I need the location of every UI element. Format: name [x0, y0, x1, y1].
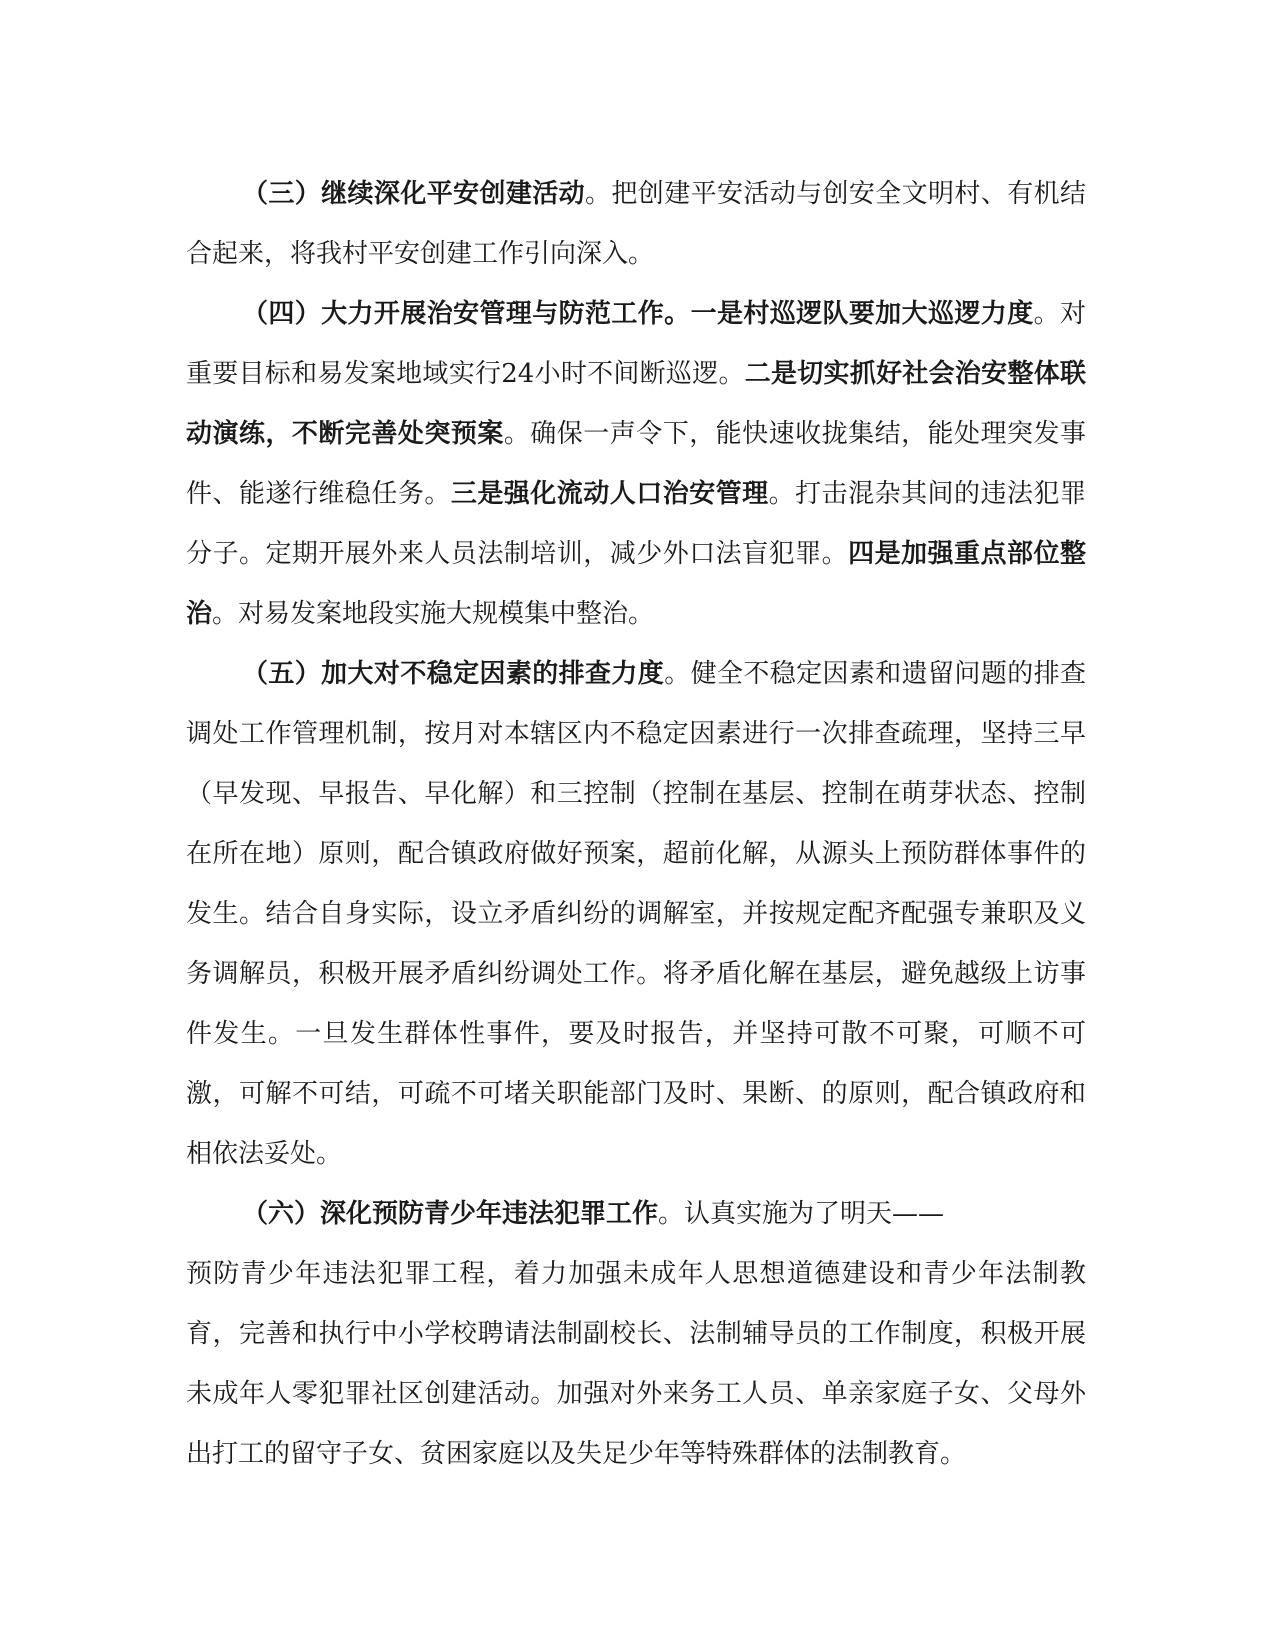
paragraph-five	[186, 644, 1086, 1184]
document-body	[186, 164, 1086, 1484]
paragraph-text: 。确保一声令下，能快速收拢集结，能处理突发事件、能遂行维稳任务。	[186, 419, 1086, 509]
paragraph-text: 。把创建平安活动与创安全文明村、有机结合起来，将我村平安创建工作引向深入。	[186, 179, 1086, 269]
heading-five: （五）加大对不稳定因素的排查力度	[242, 659, 665, 689]
paragraph-six-continued	[186, 1244, 1086, 1484]
paragraph-six	[186, 1184, 1086, 1244]
paragraph-text: 。对易发案地段实施大规模集中整治。	[212, 599, 655, 629]
bold-point-four: 四是加强重点部位整治	[186, 539, 1086, 629]
paragraph-three	[186, 164, 1086, 284]
paragraph-text: 。对重要目标和易发案地域实行24小时不间断巡逻。	[186, 299, 1086, 389]
bold-point-two: 二是切实抓好社会治安整体联动演练，不断完善处突预案	[186, 359, 1086, 449]
paragraph-four	[186, 284, 1086, 644]
heading-three: （三）继续深化平安创建活动	[242, 179, 586, 209]
bold-point-three: 三是强化流动人口治安管理	[450, 479, 769, 509]
paragraph-text: 预防青少年违法犯罪工程，着力加强未成年人思想道德建设和青少年法制教育，完善和执行中小学校聘请法制副校长、法制辅导员的工作制度，积极开展未成年人零犯罪社区创建活动。加强对外来务工人员、单亲家庭子女、父母外出打工的留守子女、贫困家庭以及失足少年等特殊群体的法制教育。	[186, 1259, 1086, 1469]
heading-six: （六）深化预防青少年违法犯罪工作	[242, 1199, 659, 1229]
paragraph-text: 。打击混杂其间的违法犯罪分子。定期开展外来人员法制培训，减少外口法盲犯罪。	[186, 479, 1086, 569]
paragraph-text: 。健全不稳定因素和遗留问题的排查调处工作管理机制，按月对本辖区内不稳定因素进行一次排查疏理，坚持三早（早发现、早报告、早化解）和三控制（控制在基层、控制在萌芽状态、控制在所在地）原则，配合镇政府做好预案，超前化解，从源头上预防群体事件的发生。结合自身实际，设立矛盾纠纷的调解室，并按规定配齐配强专兼职及义务调解员，积极开展矛盾纠纷调处工作。将矛盾化解在基层，避免越级上访事件发生。一旦发生群体性事件，要及时报告，并坚持可散不可聚，可顺不可激，可解不可结，可疏不可堵关职能部门及时、果断、的原则，配合镇政府和相依法妥处。	[186, 659, 1086, 1169]
heading-four: （四）大力开展治安管理与防范工作。一是村巡逻队要加大巡逻力度	[242, 299, 1034, 329]
paragraph-text: 。认真实施为了明天——	[658, 1199, 945, 1229]
